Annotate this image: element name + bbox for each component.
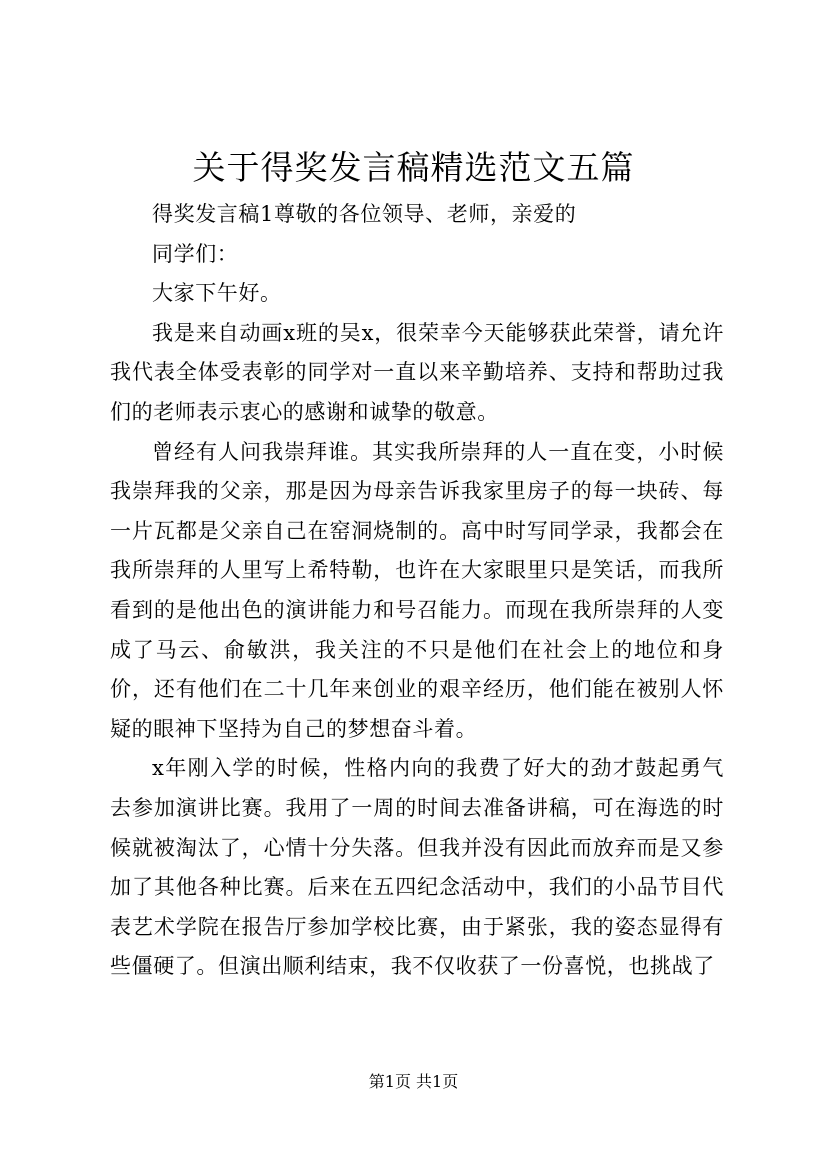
document-body	[110, 195, 724, 987]
document-title: 关于得奖发言稿精选范文五篇	[192, 148, 635, 187]
paragraph-introduction: 我是来自动画x班的吴x，很荣幸今天能够获此荣誉，请允许我代表全体受表彰的同学对一直以来辛勤培养、支持和帮助过我们的老师表示衷心的感谢和诚挚的敬意。	[110, 320, 724, 424]
paragraph-role-models: 曾经有人问我崇拜谁。其实我所崇拜的人一直在变，小时候我崇拜我的父亲，那是因为母亲告诉我家里房子的每一块砖、每一片瓦都是父亲自己在窑洞烧制的。高中时写同学录，我都会在我所崇拜的人里写上希特勒，也许在大家眼里只是笑话，而我所看到的是他出色的演讲能力和号召能力。而现在我所崇拜的人变成了马云、俞敏洪，我关注的不只是他们在社会上的地位和身价，还有他们在二十几年来创业的艰辛经历，他们能在被别人怀疑的眼神下坚持为自己的梦想奋斗着。	[110, 439, 724, 741]
paragraph-greeting-continued: 同学们：	[152, 241, 239, 266]
paragraph-salutation: 大家下午好。	[152, 281, 282, 306]
paragraph-greeting: 得奖发言稿1尊敬的各位领导、老师，亲爱的	[152, 202, 577, 226]
paragraph-competition: x年刚入学的时候，性格内向的我费了好大的劲才鼓起勇气去参加演讲比赛。我用了一周的时间去准备讲稿，可在海选的时候就被淘汰了，心情十分失落。但我并没有因此而放弃而是又参加了其他各种比赛。后来在五四纪念活动中，我们的小品节目代表艺术学院在报告厅参加学校比赛，由于紧张，我的姿态显得有些僵硬了。但演出顺利结束，我不仅收获了一份喜悦，也挑战了	[110, 756, 724, 979]
page-number-footer: 第1页 共1页	[368, 1072, 459, 1091]
